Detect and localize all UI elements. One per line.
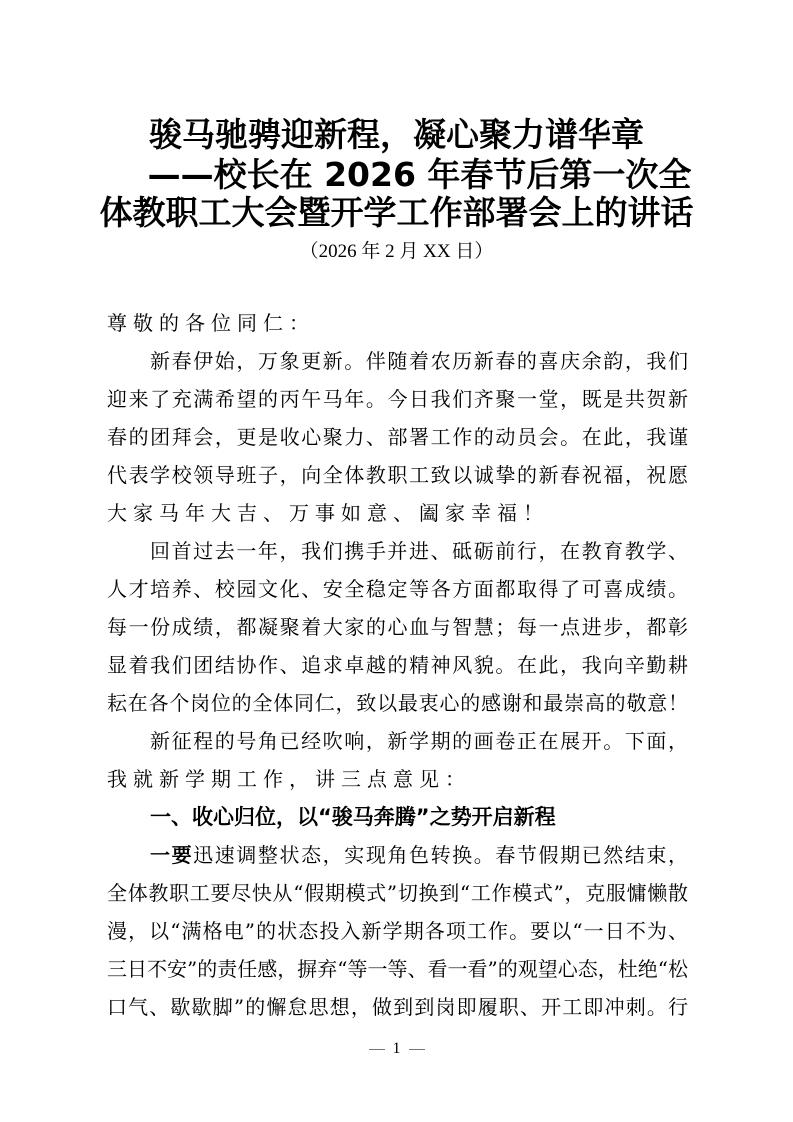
- title-line-1: 骏马驰骋迎新程，凝心聚力谱华章: [149, 115, 644, 154]
- section-heading: 一、收心归位，以“骏马奔腾”之势开启新程: [150, 805, 556, 829]
- body-line: 新春伊始，万象更新。伴随着农历新春的喜庆余韵，我们: [150, 349, 688, 373]
- dash-left: [369, 1049, 385, 1050]
- body-line: 我就新学期工作，讲三点意见：: [107, 767, 471, 791]
- body-line: 回首过去一年，我们携手并进、砥砺前行，在教育教学、: [150, 539, 688, 563]
- body-line: 大家马年大吉、万事如意、阖家幸福！: [107, 501, 549, 525]
- body-line: 漫，以“满格电”的状态投入新学期各项工作。要以“一日不为、: [107, 919, 688, 943]
- body-line: 三日不安”的责任感，摒弃“等一等、看一看”的观望心态，杜绝“松: [107, 957, 688, 981]
- body-line: 每一份成绩，都凝聚着大家的心血与智慧；每一点进步，都彰: [107, 615, 688, 639]
- body-line: 春的团拜会，更是收心聚力、部署工作的动员会。在此，我谨: [107, 425, 688, 449]
- speech-date: （2026 年 2 月 XX 日）: [299, 241, 494, 262]
- section-lead-line: [150, 842, 688, 868]
- section-lead-bold: 一要: [150, 843, 194, 867]
- section-lead-rest: 迅速调整状态，实现角色转换。春节假期已然结束，: [193, 843, 689, 867]
- body-line: 显着我们团结协作、追求卓越的精神风貌。在此，我向辛勤耕: [107, 653, 688, 677]
- title-line-3: 体教职工大会暨开学工作部署会上的讲话: [99, 193, 694, 232]
- page-number-value: 1: [392, 1040, 401, 1057]
- body-line: 口气、歇歇脚”的懈怠思想，做到到岗即履职、开工即冲刺。行: [107, 995, 688, 1019]
- dash-right: [409, 1049, 425, 1050]
- page-number: [0, 1038, 793, 1060]
- body-line: 全体教职工要尽快从“假期模式”切换到“工作模式”，克服慵懒散: [107, 881, 688, 905]
- body-line: 新征程的号角已经吹响，新学期的画卷正在展开。下面，: [150, 729, 688, 753]
- body-line: 耘在各个岗位的全体同仁，致以最衷心的感谢和最崇高的敬意！: [107, 691, 688, 715]
- body-line: 迎来了充满希望的丙午马年。今日我们齐聚一堂，既是共贺新: [107, 387, 688, 411]
- title-line-2: ——校长在 2026 年春节后第一次全: [147, 155, 692, 194]
- body-line: 代表学校领导班子，向全体教职工致以诚挚的新春祝福，祝愿: [107, 463, 688, 487]
- salutation: 尊敬的各位同仁：: [107, 311, 315, 335]
- body-line: 人才培养、校园文化、安全稳定等各方面都取得了可喜成绩。: [107, 577, 688, 601]
